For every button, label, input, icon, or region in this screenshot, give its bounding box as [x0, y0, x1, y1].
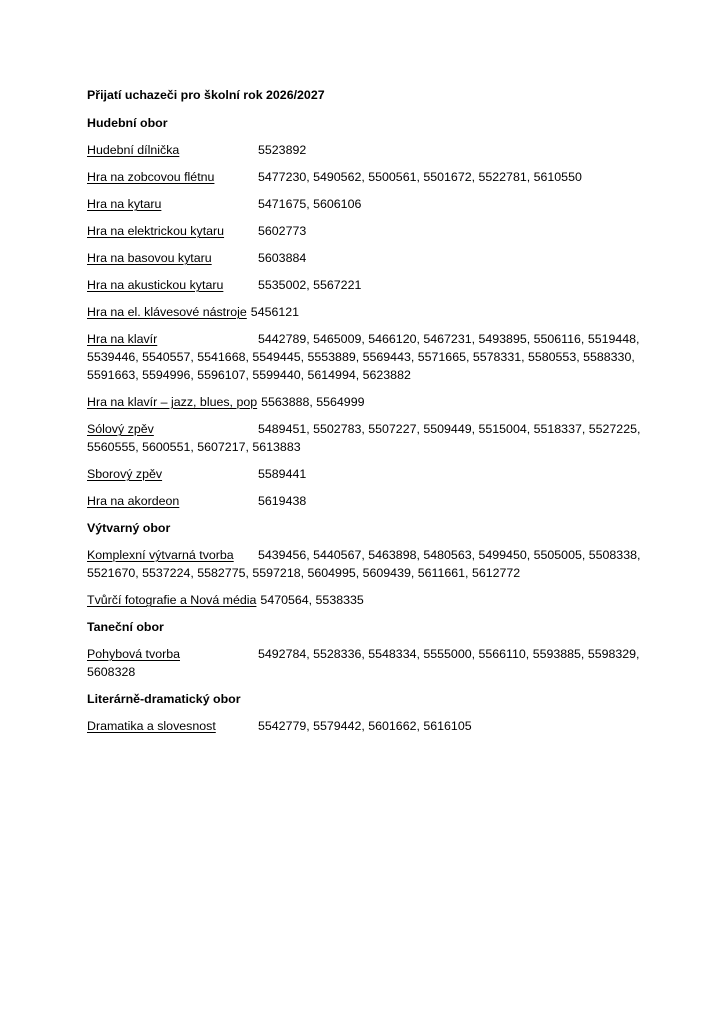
field-label: Hra na zobcovou flétnu — [87, 170, 215, 184]
list-item — [87, 465, 647, 483]
list-item — [87, 492, 647, 510]
section-heading: Taneční obor — [87, 620, 164, 634]
field-label: Hra na klavír — [87, 332, 158, 346]
field-label: Hra na el. klávesové nástroje — [87, 305, 247, 319]
list-item — [87, 420, 647, 456]
field-label: Dramatika a slovesnost — [87, 719, 216, 733]
applicant-codes: 5563888, 5564999 — [261, 395, 365, 409]
field-label: Komplexní výtvarná tvorba — [87, 548, 234, 562]
applicant-codes: 5602773 — [258, 224, 307, 238]
list-item — [87, 330, 647, 384]
applicant-codes: 5470564, 5538335 — [260, 593, 364, 607]
section-heading: Hudební obor — [87, 116, 168, 130]
section-heading: Výtvarný obor — [87, 521, 171, 535]
field-label: Hudební dílnička — [87, 143, 180, 157]
applicant-codes: 5439456, 5440567, 5463898, 5480563, 5499450, 5505005, 5508338, 5521670, 5537224, 5582775, 5597218, 5604995, 5609439, 5611661, 5612772 — [87, 548, 641, 580]
list-item — [87, 591, 647, 609]
field-label: Hra na basovou kytaru — [87, 251, 212, 265]
list-item — [87, 141, 647, 159]
field-label: Hra na klavír – jazz, blues, pop — [87, 395, 258, 409]
field-label: Hra na akordeon — [87, 494, 180, 508]
applicant-codes: 5456121 — [250, 305, 300, 319]
list-item — [87, 222, 647, 240]
section-heading: Literárně-dramatický obor — [87, 692, 241, 706]
applicant-codes: 5619438 — [258, 494, 307, 508]
field-label: Tvůrčí fotografie a Nová média — [87, 593, 257, 607]
list-item — [87, 303, 647, 321]
field-label: Hra na elektrickou kytaru — [87, 224, 225, 238]
list-item — [87, 546, 647, 582]
field-label: Hra na kytaru — [87, 197, 162, 211]
list-item — [87, 645, 647, 681]
applicant-codes: 5489451, 5502783, 5507227, 5509449, 5515004, 5518337, 5527225, 5560555, 5600551, 5607217, 5613883 — [87, 422, 641, 454]
applicant-codes: 5523892 — [258, 143, 307, 157]
applicant-codes: 5603884 — [258, 251, 307, 265]
applicant-codes: 5471675, 5606106 — [258, 197, 362, 211]
applicant-codes: 5492784, 5528336, 5548334, 5555000, 5566110, 5593885, 5598329, 5608328 — [87, 647, 640, 679]
list-item — [87, 717, 647, 735]
list-item — [87, 393, 647, 411]
list-item — [87, 276, 647, 294]
field-label: Pohybová tvorba — [87, 647, 180, 661]
list-item — [87, 195, 647, 213]
list-item — [87, 168, 647, 186]
applicant-codes: 5535002, 5567221 — [258, 278, 362, 292]
list-item — [87, 249, 647, 267]
field-label: Sborový zpěv — [87, 467, 163, 481]
document-content — [87, 86, 647, 744]
applicant-codes: 5442789, 5465009, 5466120, 5467231, 5493895, 5506116, 5519448, 5539446, 5540557, 5541668, 5549445, 5553889, 5569443, 5571665, 5578331, 5580553, 5588330, 5591663, 5594996, 5596107, 5599440, 5614994, 5623882 — [87, 332, 640, 382]
document-title: Přijatí uchazeči pro školní rok 2026/2027 — [87, 88, 325, 102]
applicant-codes: 5477230, 5490562, 5500561, 5501672, 5522781, 5610550 — [258, 170, 582, 184]
applicant-codes: 5589441 — [258, 467, 307, 481]
field-label: Sólový zpěv — [87, 422, 154, 436]
applicant-codes: 5542779, 5579442, 5601662, 5616105 — [258, 719, 472, 733]
field-label: Hra na akustickou kytaru — [87, 278, 224, 292]
